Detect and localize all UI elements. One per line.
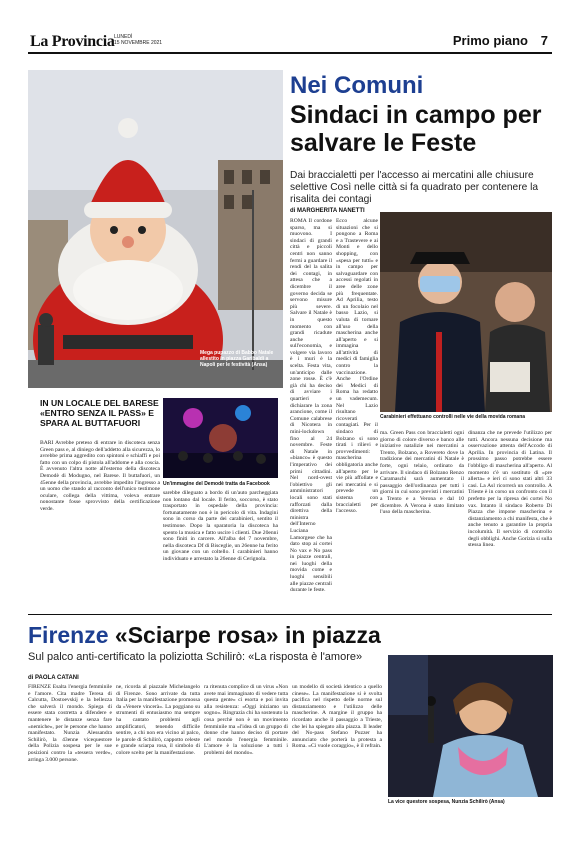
- side-box-headline: «ENTRO SENZA IL PASS» E SPARA AL BUTTAFUORI: [40, 408, 154, 428]
- santa-photo-caption: Mega pupazzo di Babbo Natale allestito in piazza Garibaldi a Napoli per le festività (Ansa): [200, 350, 274, 368]
- disco-illustration: [163, 398, 278, 478]
- santa-illustration: [28, 70, 283, 388]
- side-box-kicker: IN UN LOCALE DEL BARESE: [40, 398, 159, 408]
- day: LUNEDÌ: [114, 34, 133, 40]
- schiliro-illustration: [388, 655, 553, 797]
- bottom-column-1: FIRENZE Esalta l'energia femminile e l'amore. Cita madre Teresa di Calcutta, Dostoevskij e la bellezza che salverà il mondo. Spiega di essere stata costretta a difendere e mantenere le distanze senza fare «nemiche», per le persone che hanno manifestato. Nunzia Alessandra Schilirò, la 43enne vicequestore della Polizia sospesa per le sue posizioni contro la «tessera verde», arringa 3.000 persone.: [28, 684, 112, 763]
- top-kicker: Nei Comuni: [290, 72, 424, 99]
- date-block: [114, 34, 162, 46]
- schiliro-photo: [388, 655, 553, 797]
- top-headline: Sindaci in campo per salvare le Feste: [290, 101, 542, 157]
- top-subhead: Dai braccialetti per l'accesso ai mercatini alle chiusure selettive Così nelle città si fa quadrato per contenere la risalita dei contagi: [290, 170, 539, 205]
- page-number: 7: [540, 33, 548, 48]
- bottom-headline-row: [28, 622, 381, 649]
- bottom-kicker: Firenze: [28, 622, 109, 648]
- top-column-4: dinanza che ne prevede l'utilizzo per tutti. Ancora nessuna decisione ma osservazione attenta dell'Accodo di Aprilia. In provincia di Latina. Il prossimo passo potrebbe essere l'obbligo di mascherina all'aperto. Al momento c'è un sostituto di «pre allerta» e ieri ci sono stati altri 33 casi. La Asl ricorrerà un controllo. A Trieste è in corso un confronto con il prefetto per la ripresa dei cortei No vax. Intanto il sindaco Roberto Di Piazza che impone mascherina e distanziamento a chi manifesta, che è anche tenuto a garantire la propria incolumità. Il servizio di controllo degli obblighi. Anche Gorizia si sulla stessa linea.: [468, 430, 552, 549]
- section-rule: [28, 614, 552, 615]
- side-box-column-2: sarebbe dileguato a bordo di un'auto parcheggiata non lontano dal locale. Il ferito, soccorso, è stato trasportato in ospedale della provincia: fortunatamente non è in pericolo di vita. Indagini sono in corso da parte dei carabinieri, sentito il testimone. Dopo la sparatoria la discoteca ha spento la musica e fatto uscire i clienti. Due 20enni sono finiti in carcere. All'alba del 7 novembre, nella discoteca Df di Bisceglie, un 26enne ha ferito un giovane con un coltello. I carabinieri hanno individuato e arrestato la 26enne di Cerignola.: [163, 490, 278, 562]
- header-rule: [28, 52, 552, 54]
- disco-photo-caption: Un'immagine del Demodè tratta da Facebook: [163, 481, 270, 487]
- side-box-column-1: BARI Avrebbe preteso di entrare in discoteca senza Green pass e, al diniego dell'addetto alla sicurezza, lo avrebbe prima aggredito con spintoni e schiaffi e poi fatto con un colpo di pistola all'addome e alla coscia. È avvenuto l'altra notte all'esterno della discoteca Demodè di Modugno, nel Barese. Il buttafuori, un 45enne della provincia, avrebbe impedito l'ingresso a un uomo che stando al racconto dell'unico testimone oculare, collega della vittima, voleva entrare nonostante fosse sprovvisto della certificazione verde.: [40, 440, 160, 512]
- top-column-3: ma. Green Pass con braccialetti ogni giorno di colore diverso e banco alle iniziative natalizie nei mercatini a Trento, Bolzano, a Rovereto dove la tradizione dei mercatini di Natale è forte, ogni telaio, ordinato da arrivare. Il sindaco di Bolzano Renzo Caramaschi sarà aumentato il passaggio dell'ordinanza per tutti i giorni in cui sono previsti i mercatini a Trento e a Verona e dal 10 dicembre. A Verona è stato limitato l'uso della mascherina.: [380, 430, 464, 516]
- side-box-heading: [40, 398, 160, 428]
- carabinieri-illustration: [380, 212, 552, 412]
- masthead: La Provincia: [30, 33, 115, 50]
- date: 15 NOVEMBRE 2021: [114, 40, 163, 46]
- bottom-subhead: Sul palco anti-certificato la poliziotta Schilirò: «La risposta è l'amore»: [28, 651, 363, 663]
- bottom-headline: «Sciarpe rosa» in piazza: [114, 622, 381, 648]
- carabinieri-photo-caption: Carabinieri effettuano controlli nelle vie della movida romana: [380, 414, 526, 420]
- santa-photo: [28, 70, 283, 388]
- top-column-1: ROMA Il cordone sparso, ma si muovono. I sindaci di grandi città e piccoli centri non sanno fermi a guardare il rendi del la salita dei contagi, in attesa che a dicembre il governo decida se servono misure più severe. Salvare il Natale è in questo momento con grandi ricadute anche sull'economia, e volgere via lavoro è i muri è la scelta. Festa vita, un'anticipo dalle zone rosse. È c'è già chi ha deciso di avviare i quartieri e dichiarare la zona arancione, come il Comune calabrese di Nicotera in mini-lockdown fino al 24 novembre. Feste di Natale in «bianco» è questo l'imperativo dei primi cittadini. Nel nord-ovest l'obiettivo gli amministratori locali sono stati rafforzati dalla direttiva della ministra dell'Interno Luciana Lamorgese che ha dato stop ai cortei No vax e No pass in piazze centrali, nei luoghi della movida come e luoghi sensibili alle piazze centrali durante le feste.: [290, 218, 332, 594]
- bottom-byline: di PAOLA CATANI: [28, 675, 79, 681]
- disco-photo: [163, 398, 278, 478]
- carabinieri-photo: [380, 212, 552, 412]
- section-title: Primo piano: [452, 33, 528, 48]
- top-byline: di MARGHERITA NANETTI: [290, 208, 365, 214]
- schiliro-photo-caption: La vice questore sospesa, Nunzia Schilirò (Ansa): [388, 799, 505, 805]
- bottom-column-4: un modello di società identico a quello cinese». La manifestazione si è svolta pacifica nel rispetto delle norme sul distanziamento e l'utilizzo delle mascherine. A margine il gruppo ha ricordato anche il passaggio a Trieste, che lei ha spiegato alla piazza. Il leader del No-pass Stefano Puzzer ha annunciato che porterà la protesta a Roma. «Ci vuole coraggio», è il refrain.: [292, 684, 382, 750]
- bottom-column-2: ne, ricorda al piazzale Michelangelo di Firenze. Sono arrivate da tutta Italia per la manifestazione promossa da «Venere vincerà». La poggiano su strumenti di entusiasmo ma sempre ha cantato problemi agli amplificatori, tenendo difficile sentire, a chi non era vicino al palco, le parole di Schilirò, cappotto celeste e grande sciarpa rosa, il simbolo di colore scelto per la manifestazione.: [116, 684, 200, 756]
- bottom-column-3: ra ritenuta complice di un virus «Non avete mai immaginato di vedere tutta questa gente» ci esorta e poi invita alla resistenza: «Oggi iniziamo un sogno». Ringrazia chi ha sostenuto la cosa perchè non è un movimento femminile ma «l'idea di un gruppo di donne che hanno deciso di portare nel mondo l'energia femminile. L'amore è la soluzione a tutti i problemi del mondo».: [204, 684, 288, 756]
- top-column-2: Ecco alcune situazioni che si pongono a Roma e a Trastevere e ai Monti e dello shopping, con «spesa per tutti» e in campo per salvaguardare con accessi regolati in aree delle zone più frequentate. Ad Aprilia, testo di un focolaio nel basso Lazio, si valuta di tornare all'uso della mascherina anche all'aperto e si immagina all'attività di medici di famiglia contro la vaccinazione. Anche l'Ordine dei Medici di Roma ha redatto un vademecum. Nel Lazio risultano ricoverati contagiati. Per il sindaco di Bolzano si sono tirati i rilievi e provvedimenti: mascherina obbligatoria anche all'aperto per le vie più affollate e nei mercatini e si prevede un sistema con braccialetti per l'accesso.: [336, 218, 378, 515]
